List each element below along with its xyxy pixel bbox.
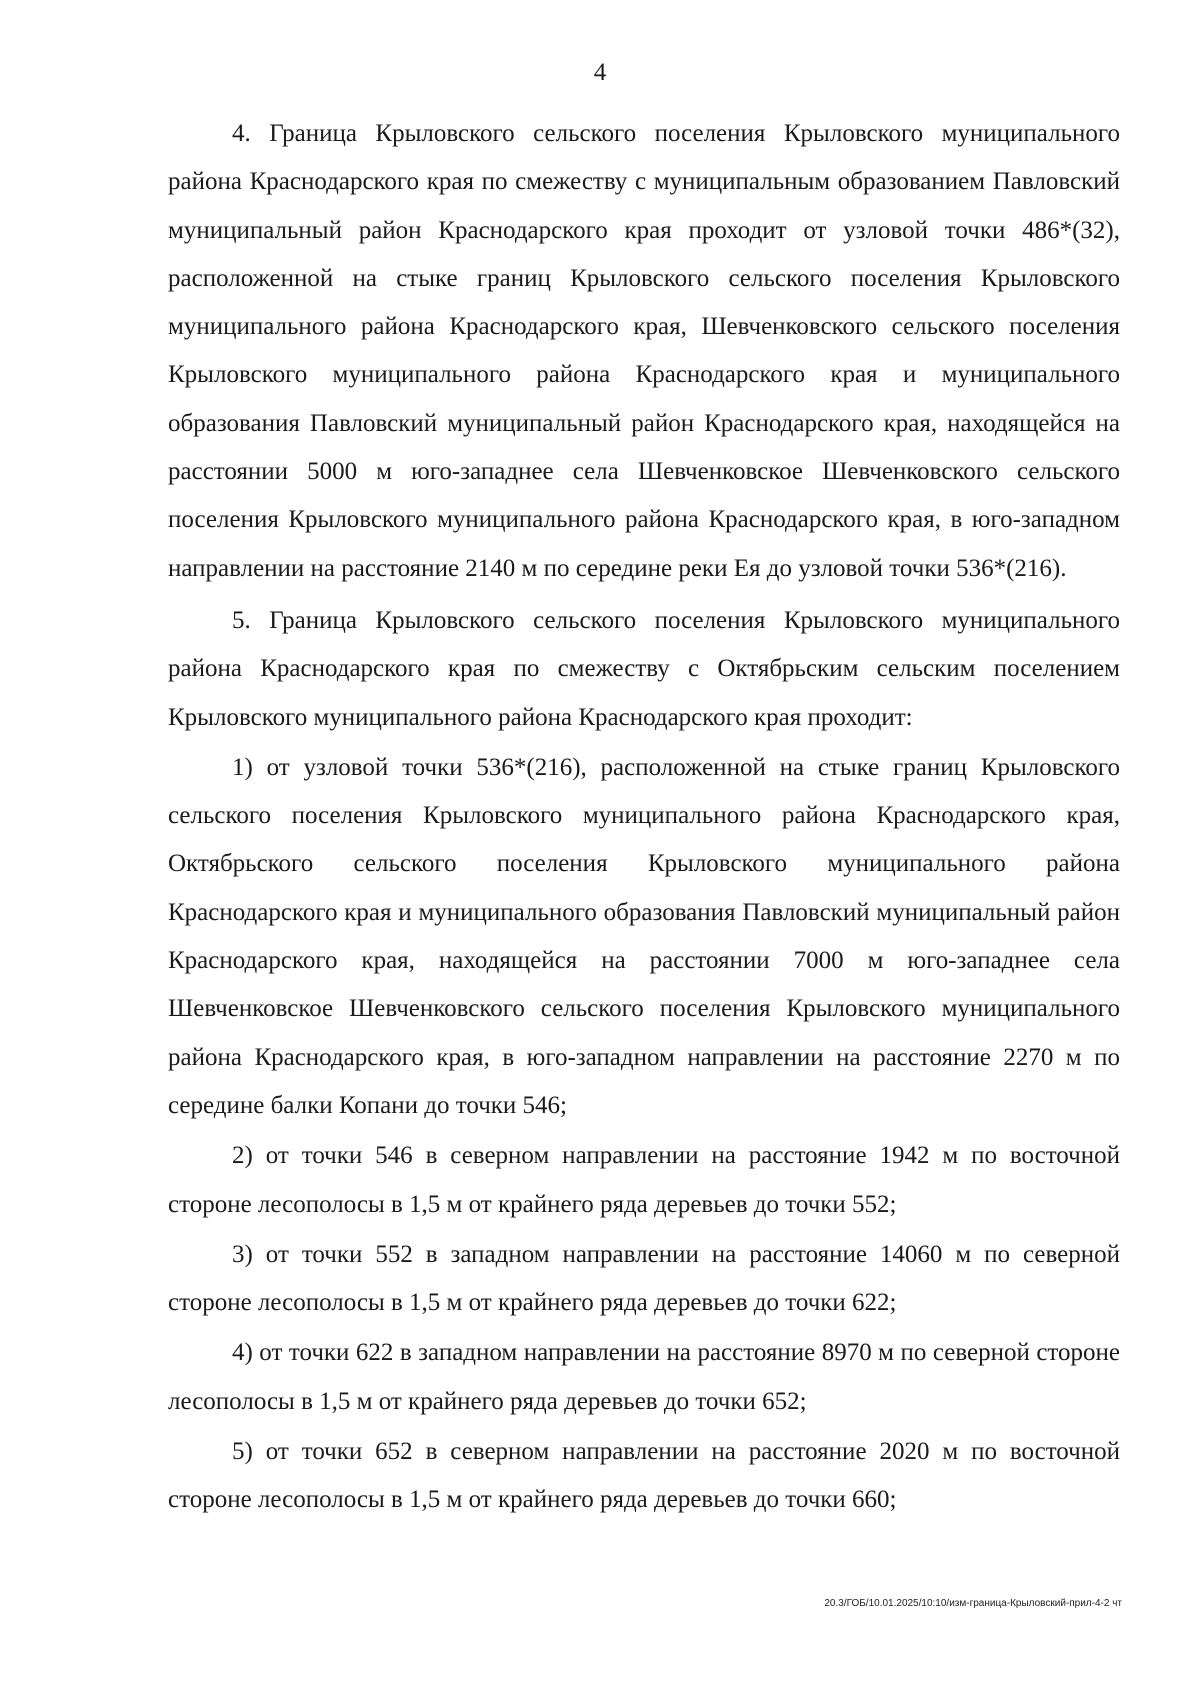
document-body bbox=[168, 110, 1120, 1525]
paragraph-item-4: 4) от точки 622 в западном направлении на расстояние 8970 м по северной стороне лесополосы в 1,5 м от крайнего ряда деревьев до точки 652; bbox=[168, 1339, 1120, 1415]
paragraph-item-3: 3) от точки 552 в западном направлении на расстояние 14060 м по северной стороне лесополосы в 1,5 м от крайнего ряда деревьев до точки 622; bbox=[168, 1240, 1120, 1317]
paragraph-section-4: 4. Граница Крыловского сельского поселения Крыловского муниципального района Краснодарского края по смежеству с муниципальным образованием Павловский муниципальный район Краснодарского края проходит от узловой точки 486*(32), расположенной на стыке границ Крыловского сельского поселения Крыловского муниципального района Краснодарского края, Шевченковского сельского поселения Крыловского муниципального района Краснодарского края и муниципального образования Павловский муниципальный район Краснодарского края, находящейся на расстоянии 5000 м юго-западнее села Шевченковское Шевченковского сельского поселения Крыловского муниципального района Краснодарского края, в юго-западном направлении на расстояние 2140 м по середине реки Ея до узловой точки 536*(216). bbox=[168, 120, 1120, 582]
paragraph-section-5: 5. Граница Крыловского сельского поселения Крыловского муниципального района Краснодарского края по смежеству с Октябрьским сельским поселением Крыловского муниципального района Краснодарского края проходит: bbox=[168, 606, 1120, 731]
paragraph-item-2: 2) от точки 546 в северном направлении на расстояние 1942 м по восточной стороне лесополосы в 1,5 м от крайнего ряда деревьев до точки 552; bbox=[168, 1142, 1120, 1218]
page-number: 4 bbox=[593, 59, 607, 86]
paragraph-item-1: 1) от узловой точки 536*(216), расположенной на стыке границ Крыловского сельского поселения Крыловского муниципального района Краснодарского края, Октябрьского сельского поселения Крыловского муниципального района Краснодарского края и муниципального образования Павловский муниципальный район Краснодарского края, находящейся на расстоянии 7000 м юго-западнее села Шевченковское Шевченковского сельского поселения Крыловского муниципального района Краснодарского края, в юго-западном направлении на расстояние 2270 м по середине балки Копани до точки 546; bbox=[168, 753, 1120, 1119]
paragraph-item-5: 5) от точки 652 в северном направлении на расстояние 2020 м по восточной стороне лесополосы в 1,5 м от крайнего ряда деревьев до точки 660; bbox=[168, 1438, 1120, 1514]
footer-document-code: 20.3/ГОБ/10.01.2025/10:10/изм-граница-Крыловский-прил-4-2 чт bbox=[824, 1598, 1122, 1609]
